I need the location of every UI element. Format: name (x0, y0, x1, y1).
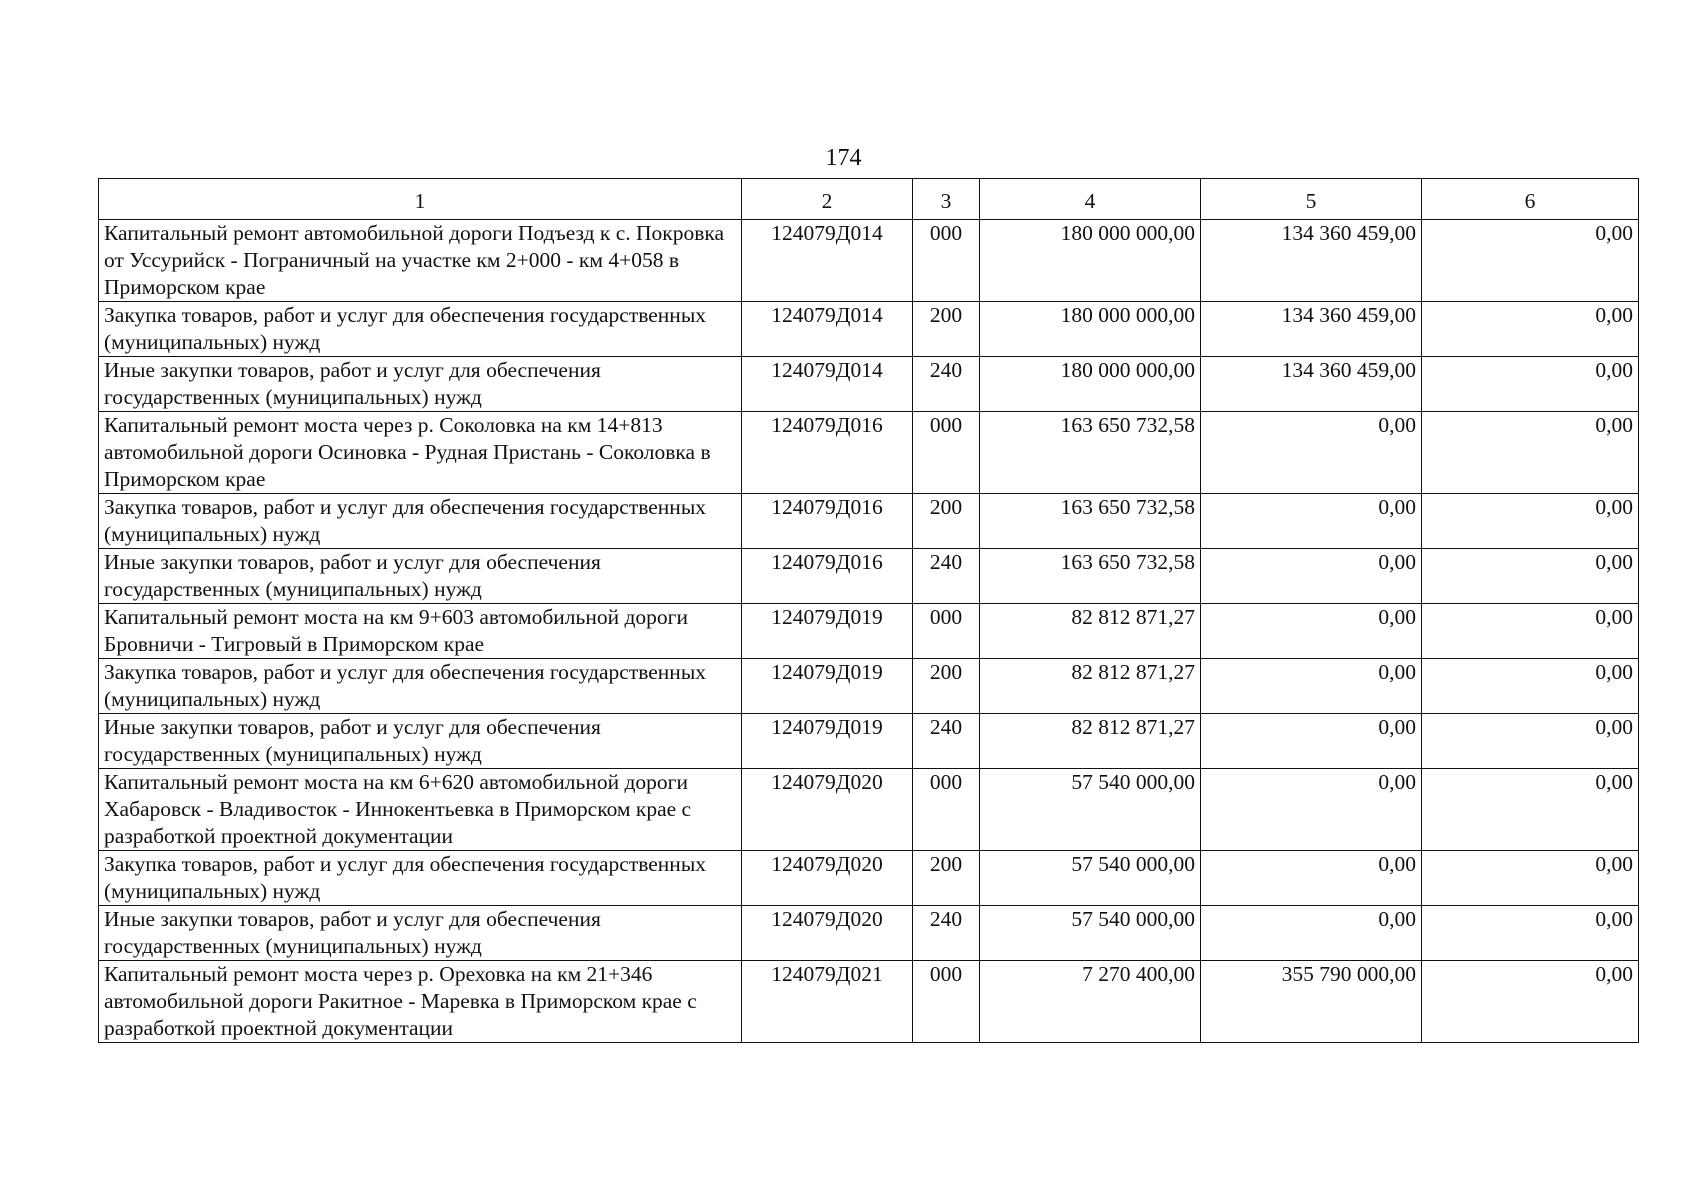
row-name-cell: Иные закупки товаров, работ и услуг для обеспечения государственных (муниципальных) нужд (99, 714, 742, 769)
row-name-cell: Капитальный ремонт моста через р. Соколовка на км 14+813 автомобильной дороги Осиновка - Рудная Пристань - Соколовка в Приморском крае (99, 412, 742, 494)
row-amount-col4-cell: 163 650 732,58 (980, 494, 1201, 549)
row-amount-col4-cell: 57 540 000,00 (980, 906, 1201, 961)
row-amount-col4-cell: 82 812 871,27 (980, 659, 1201, 714)
row-code-cell: 124079Д014 (742, 302, 913, 357)
table-row (99, 220, 1639, 302)
row-expense-type-cell: 240 (913, 906, 980, 961)
row-amount-col6-cell: 0,00 (1422, 604, 1639, 659)
page-number: 174 (825, 145, 862, 171)
row-amount-col4-cell: 180 000 000,00 (980, 357, 1201, 412)
row-amount-col6-cell: 0,00 (1422, 220, 1639, 302)
row-expense-type-cell: 000 (913, 961, 980, 1043)
row-amount-col5-cell: 0,00 (1201, 851, 1422, 906)
row-amount-col5-cell: 134 360 459,00 (1201, 220, 1422, 302)
row-amount-col6-cell: 0,00 (1422, 714, 1639, 769)
row-expense-type-cell: 000 (913, 769, 980, 851)
row-amount-col6-cell: 0,00 (1422, 302, 1639, 357)
row-code-cell: 124079Д014 (742, 357, 913, 412)
row-name-cell: Иные закупки товаров, работ и услуг для обеспечения государственных (муниципальных) нужд (99, 906, 742, 961)
row-amount-col6-cell: 0,00 (1422, 906, 1639, 961)
table-header (99, 179, 1639, 220)
row-amount-col5-cell: 355 790 000,00 (1201, 961, 1422, 1043)
row-name-cell: Иные закупки товаров, работ и услуг для обеспечения государственных (муниципальных) нужд (99, 357, 742, 412)
row-amount-col5-cell: 0,00 (1201, 769, 1422, 851)
row-amount-col5-cell: 0,00 (1201, 494, 1422, 549)
row-amount-col6-cell: 0,00 (1422, 357, 1639, 412)
table-row (99, 302, 1639, 357)
row-expense-type-cell: 000 (913, 412, 980, 494)
row-code-cell: 124079Д021 (742, 961, 913, 1043)
row-amount-col5-cell: 134 360 459,00 (1201, 302, 1422, 357)
table-row (99, 714, 1639, 769)
row-amount-col5-cell: 0,00 (1201, 412, 1422, 494)
row-name-cell: Капитальный ремонт моста на км 6+620 автомобильной дороги Хабаровск - Владивосток - Иннокентьевка в Приморском крае с разработкой проектной документации (99, 769, 742, 851)
row-code-cell: 124079Д016 (742, 494, 913, 549)
row-amount-col6-cell: 0,00 (1422, 494, 1639, 549)
row-amount-col6-cell: 0,00 (1422, 961, 1639, 1043)
row-expense-type-cell: 240 (913, 714, 980, 769)
column-header-5: 5 (1201, 179, 1422, 220)
table-row (99, 769, 1639, 851)
row-code-cell: 124079Д020 (742, 851, 913, 906)
row-name-cell: Закупка товаров, работ и услуг для обеспечения государственных (муниципальных) нужд (99, 302, 742, 357)
table-row (99, 961, 1639, 1043)
table-row (99, 659, 1639, 714)
row-expense-type-cell: 200 (913, 851, 980, 906)
row-code-cell: 124079Д019 (742, 659, 913, 714)
row-expense-type-cell: 200 (913, 302, 980, 357)
budget-table (98, 178, 1639, 1043)
row-expense-type-cell: 200 (913, 494, 980, 549)
row-amount-col5-cell: 0,00 (1201, 549, 1422, 604)
row-amount-col4-cell: 180 000 000,00 (980, 220, 1201, 302)
table-body (99, 220, 1639, 1043)
row-name-cell: Закупка товаров, работ и услуг для обеспечения государственных (муниципальных) нужд (99, 494, 742, 549)
row-code-cell: 124079Д016 (742, 549, 913, 604)
column-header-2: 2 (742, 179, 913, 220)
row-code-cell: 124079Д019 (742, 604, 913, 659)
row-code-cell: 124079Д020 (742, 906, 913, 961)
row-expense-type-cell: 000 (913, 604, 980, 659)
row-amount-col5-cell: 134 360 459,00 (1201, 357, 1422, 412)
row-expense-type-cell: 240 (913, 357, 980, 412)
row-amount-col4-cell: 82 812 871,27 (980, 714, 1201, 769)
header-row (99, 179, 1639, 220)
row-amount-col6-cell: 0,00 (1422, 412, 1639, 494)
row-amount-col5-cell: 0,00 (1201, 906, 1422, 961)
row-amount-col4-cell: 163 650 732,58 (980, 549, 1201, 604)
row-amount-col4-cell: 180 000 000,00 (980, 302, 1201, 357)
table-row (99, 357, 1639, 412)
row-amount-col4-cell: 82 812 871,27 (980, 604, 1201, 659)
row-expense-type-cell: 000 (913, 220, 980, 302)
row-amount-col6-cell: 0,00 (1422, 769, 1639, 851)
row-amount-col6-cell: 0,00 (1422, 659, 1639, 714)
row-name-cell: Капитальный ремонт моста через р. Ореховка на км 21+346 автомобильной дороги Ракитное - Маревка в Приморском крае с разработкой проектной документации (99, 961, 742, 1043)
row-amount-col4-cell: 57 540 000,00 (980, 769, 1201, 851)
row-code-cell: 124079Д014 (742, 220, 913, 302)
row-amount-col4-cell: 57 540 000,00 (980, 851, 1201, 906)
table-row (99, 851, 1639, 906)
row-expense-type-cell: 200 (913, 659, 980, 714)
row-code-cell: 124079Д019 (742, 714, 913, 769)
table-row (99, 549, 1639, 604)
row-name-cell: Закупка товаров, работ и услуг для обеспечения государственных (муниципальных) нужд (99, 851, 742, 906)
row-amount-col6-cell: 0,00 (1422, 549, 1639, 604)
row-amount-col5-cell: 0,00 (1201, 659, 1422, 714)
row-code-cell: 124079Д016 (742, 412, 913, 494)
column-header-3: 3 (913, 179, 980, 220)
row-name-cell: Иные закупки товаров, работ и услуг для обеспечения государственных (муниципальных) нужд (99, 549, 742, 604)
row-name-cell: Капитальный ремонт автомобильной дороги Подъезд к с. Покровка от Уссурийск - Пограничный на участке км 2+000 - км 4+058 в Приморском крае (99, 220, 742, 302)
row-name-cell: Закупка товаров, работ и услуг для обеспечения государственных (муниципальных) нужд (99, 659, 742, 714)
table-row (99, 604, 1639, 659)
table-row (99, 494, 1639, 549)
row-amount-col4-cell: 7 270 400,00 (980, 961, 1201, 1043)
table-row (99, 906, 1639, 961)
table-row (99, 412, 1639, 494)
column-header-4: 4 (980, 179, 1201, 220)
column-header-6: 6 (1422, 179, 1639, 220)
row-amount-col5-cell: 0,00 (1201, 714, 1422, 769)
row-amount-col4-cell: 163 650 732,58 (980, 412, 1201, 494)
row-code-cell: 124079Д020 (742, 769, 913, 851)
row-amount-col5-cell: 0,00 (1201, 604, 1422, 659)
row-name-cell: Капитальный ремонт моста на км 9+603 автомобильной дороги Бровничи - Тигровый в Приморском крае (99, 604, 742, 659)
row-expense-type-cell: 240 (913, 549, 980, 604)
row-amount-col6-cell: 0,00 (1422, 851, 1639, 906)
column-header-1: 1 (99, 179, 742, 220)
